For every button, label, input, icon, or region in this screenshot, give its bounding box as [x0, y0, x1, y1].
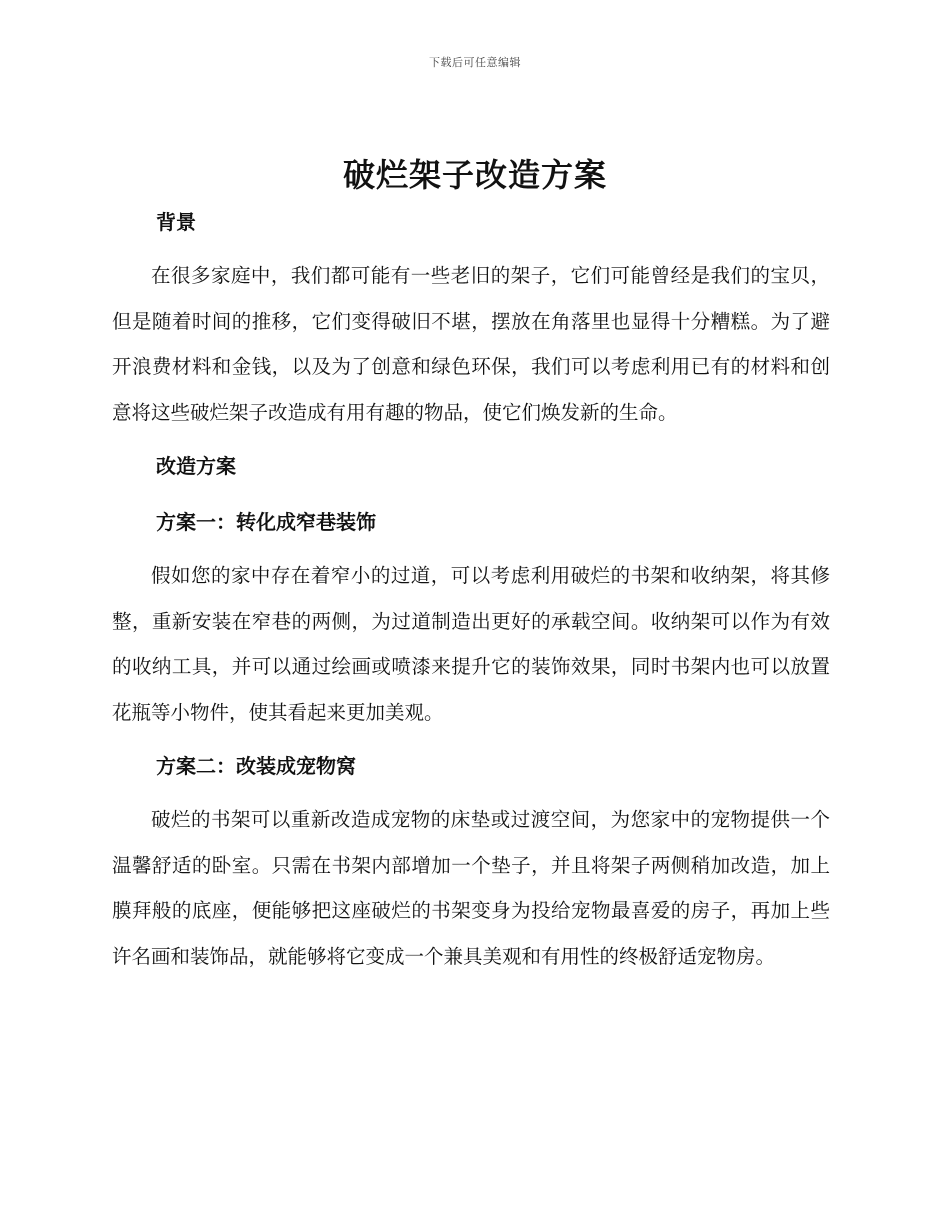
section-heading-plan: 改造方案: [156, 454, 236, 478]
document-body: [112, 202, 830, 979]
spacer: [112, 735, 830, 746]
section-heading-plan-one: 方案一：转化成窄巷装饰: [156, 510, 376, 534]
section-heading-plan-two: 方案二：改装成宠物窝: [156, 754, 356, 778]
spacer: [112, 786, 830, 797]
section-heading-background: 背景: [156, 210, 196, 234]
header-note: 下载后可任意编辑: [429, 56, 521, 69]
spacer: [112, 486, 830, 502]
paragraph-plan-one: 假如您的家中存在着窄小的过道，可以考虑利用破烂的书架和收纳架，将其修整，重新安装在窄巷的两侧，为过道制造出更好的承载空间。收纳架可以作为有效的收纳工具，并可以通过绘画或喷漆来提升它的装饰效果，同时书架内也可以放置花瓶等小物件，使其看起来更加美观。: [112, 564, 830, 724]
spacer: [112, 242, 830, 253]
spacer: [112, 435, 830, 446]
paragraph-plan-two: 破烂的书架可以重新改造成宠物的床垫或过渡空间，为您家中的宠物提供一个温馨舒适的卧室。只需在书架内部增加一个垫子，并且将架子两侧稍加改造，加上膜拜般的底座，便能够把这座破烂的书架变身为投给宠物最喜爱的房子，再加上些许名画和装饰品，就能够将它变成一个兼具美观和有用性的终极舒适宠物房。: [112, 808, 830, 968]
paragraph-background: 在很多家庭中，我们都可能有一些老旧的架子，它们可能曾经是我们的宝贝，但是随着时间的推移，它们变得破旧不堪，摆放在角落里也显得十分糟糕。为了避开浪费材料和金钱，以及为了创意和绿色环保，我们可以考虑利用已有的材料和创意将这些破烂架子改造成有用有趣的物品，使它们焕发新的生命。: [112, 264, 830, 424]
spacer: [112, 542, 830, 553]
document-title: 破烂架子改造方案: [342, 156, 607, 194]
